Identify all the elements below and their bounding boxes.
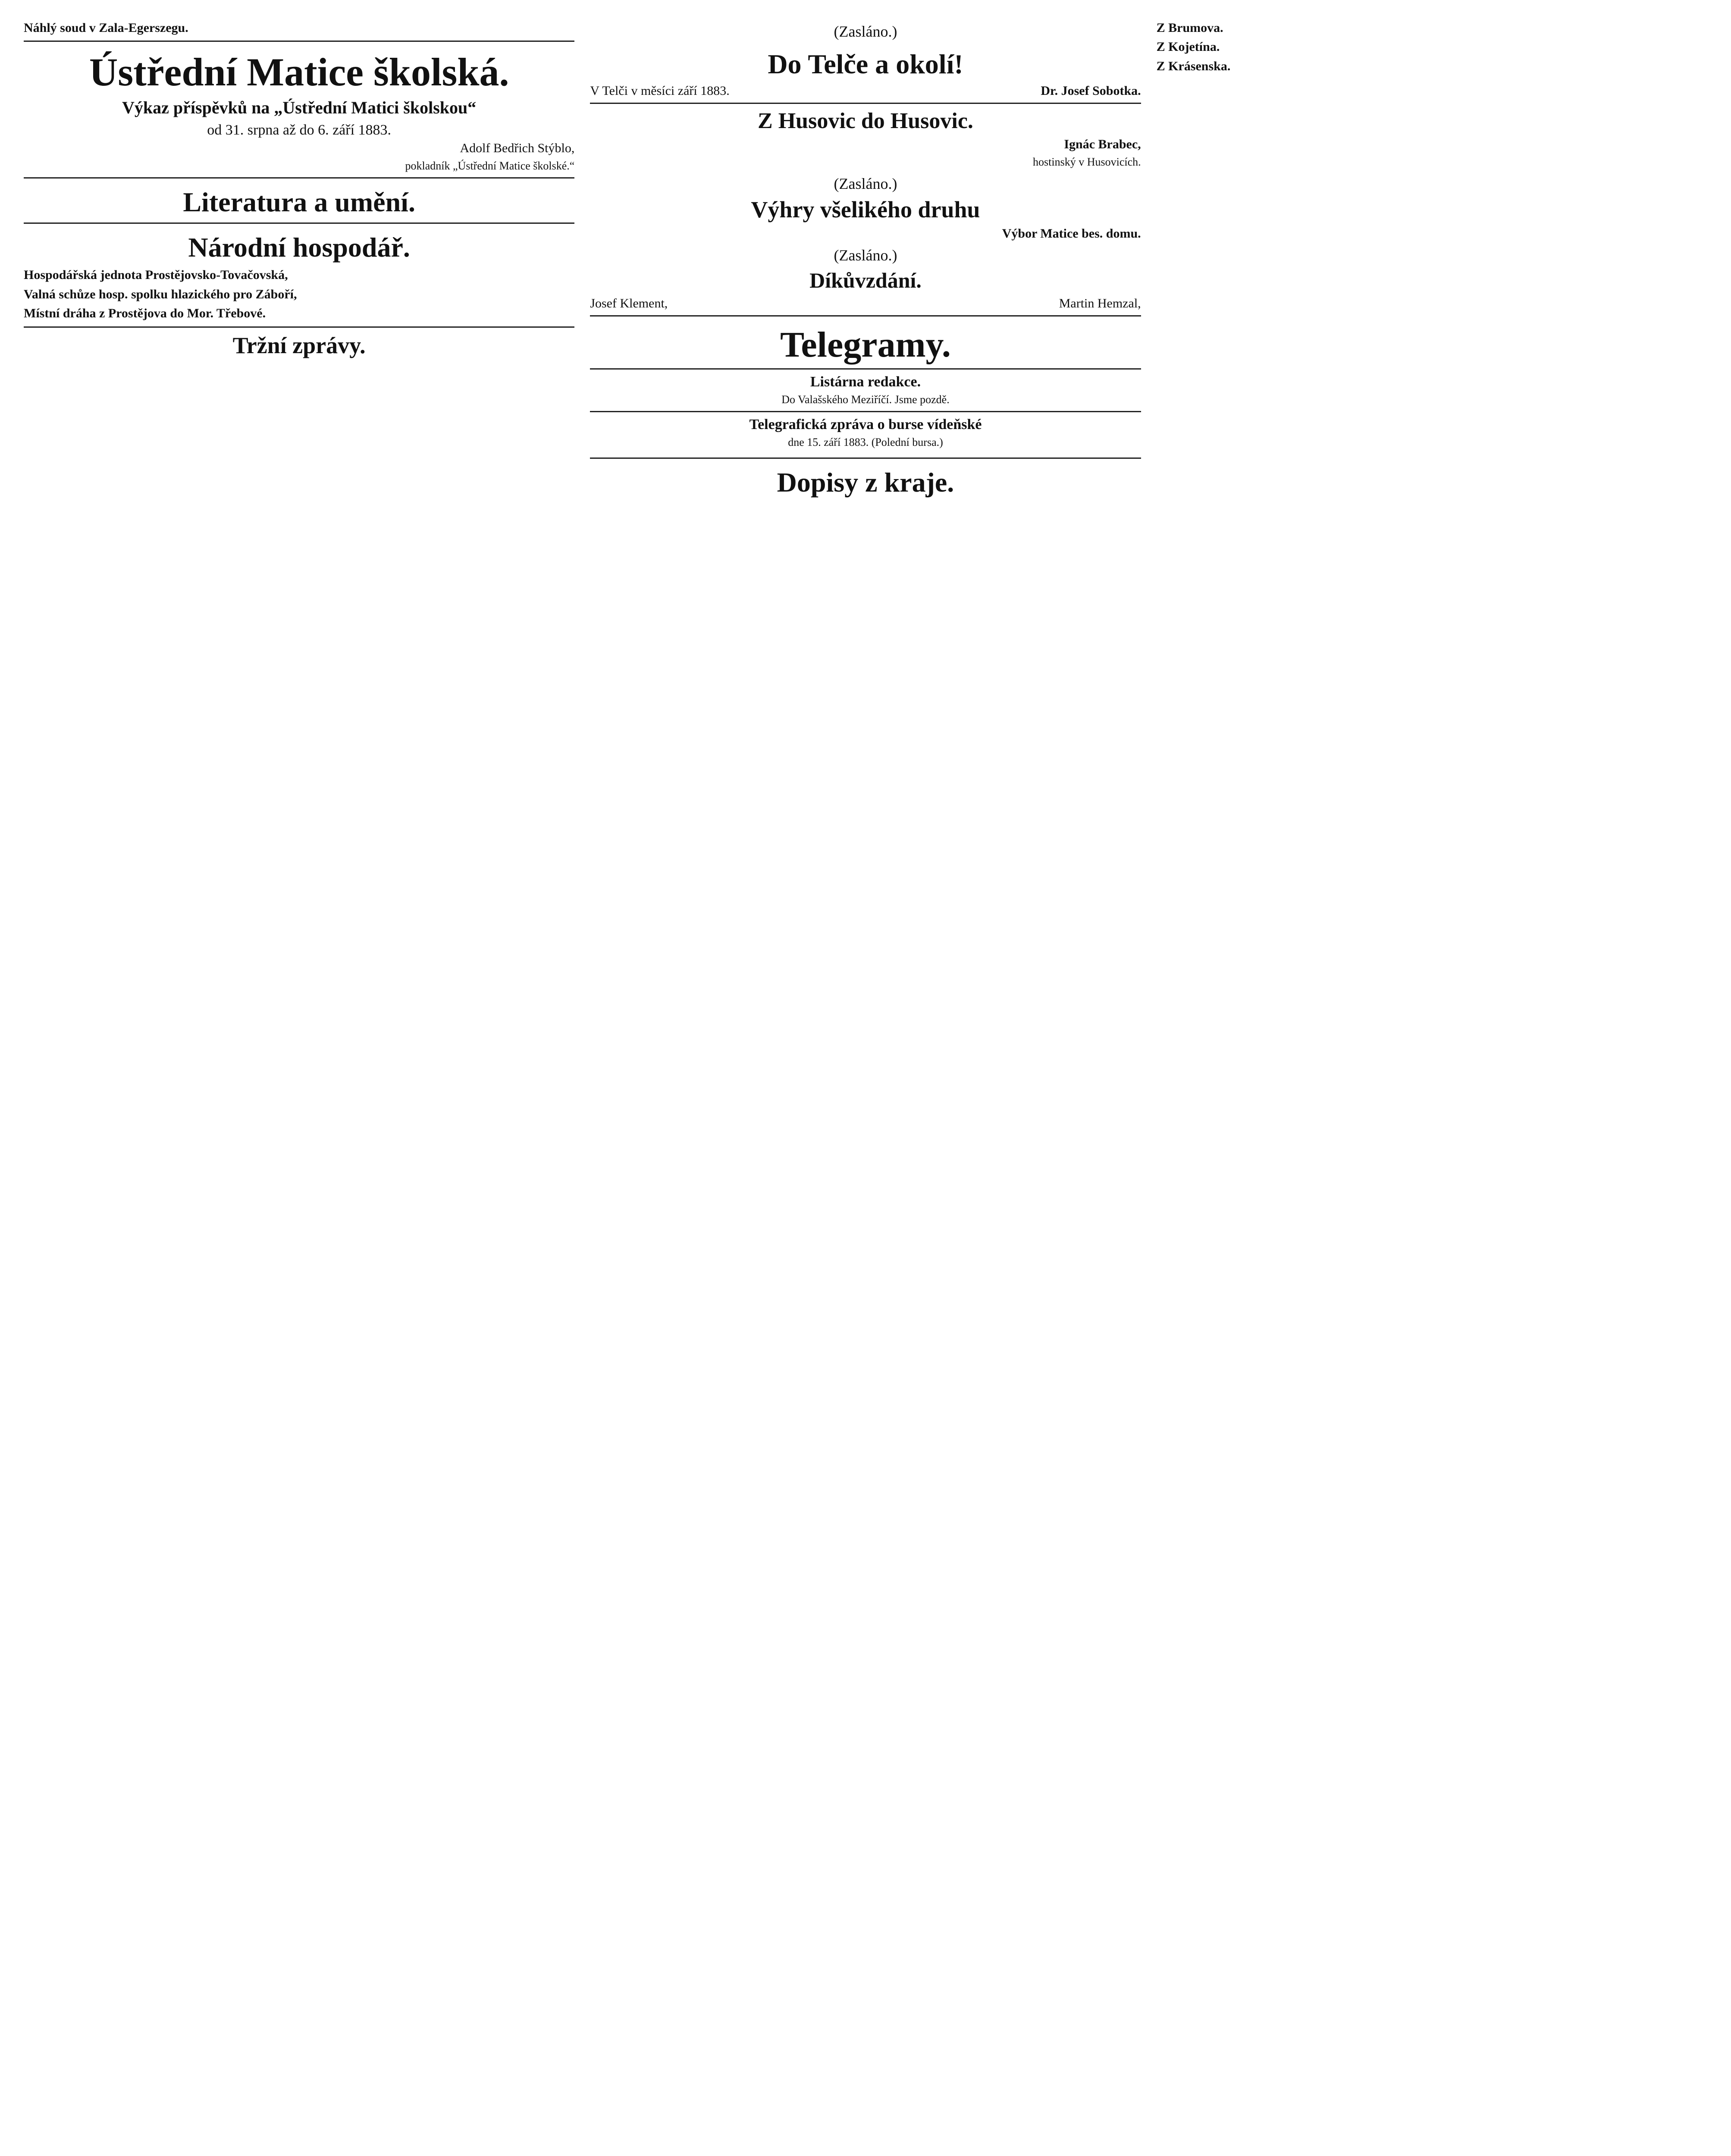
kurs-heading: Telegrafická zpráva o burse vídeňské <box>749 417 982 433</box>
listarna-heading: Listárna redakce. <box>810 373 921 390</box>
newspaper-page <box>24 17 1707 2156</box>
valna-title: Valná schůze hosp. spolku hlazického pro Záboří, <box>24 287 297 301</box>
vyhry-signature <box>590 226 1141 241</box>
matice-subheading: Výkaz příspěvků na „Ústřední Matici školskou“ <box>122 97 477 117</box>
matice-date: od 31. srpna až do 6. září 1883. <box>207 122 392 138</box>
krasensko-title: Z Krásenska. <box>1156 59 1231 73</box>
dopisy-heading: Dopisy z kraje. <box>777 467 954 498</box>
kurs-date: dne 15. září 1883. (Polední bursa.) <box>788 436 943 449</box>
dikuvzdani-signatures <box>590 296 1141 311</box>
separator <box>24 326 574 328</box>
telce-heading: Do Telče a okolí! <box>768 49 963 79</box>
separator <box>590 411 1141 412</box>
separator <box>24 41 574 42</box>
separator <box>24 222 574 224</box>
telce-sign: Dr. Josef Sobotka. <box>1041 84 1141 98</box>
separator <box>24 177 574 179</box>
husovic-signature <box>590 137 1141 152</box>
matice-signature <box>24 141 574 156</box>
mistni-title: Místní dráha z Prostějova do Mor. Třebové. <box>24 306 266 321</box>
husovic-heading: Z Husovic do Husovic. <box>758 109 973 133</box>
literatura-heading: Literatura a umění. <box>183 187 415 218</box>
dikuvzdani-heading: Díkůvzdání. <box>809 268 922 292</box>
separator <box>590 103 1141 104</box>
telce-date: V Telči v měsíci září 1883. <box>590 84 730 98</box>
trzni-heading: Tržní zprávy. <box>232 332 366 358</box>
telce-signature-row <box>590 84 1141 98</box>
zaslano-label: (Zasláno.) <box>834 175 897 192</box>
separator <box>590 368 1141 370</box>
narodni-hospodar-heading: Národní hospodář. <box>188 232 410 263</box>
husovic-sign-role: hostinský v Husovicích. <box>1033 156 1141 168</box>
matice-heading: Ústřední Matice školská. <box>89 50 509 94</box>
narodni-subheading: Hospodářská jednota Prostějovsko-Tovačovská, <box>24 268 288 282</box>
kojetin-title: Z Kojetína. <box>1156 40 1220 54</box>
dikuvzdani-sign-right: Martin Hemzal, <box>1059 296 1141 310</box>
intro-title: Náhlý soud v Zala-Egerszegu. <box>24 21 188 35</box>
husovic-sign: Ignác Brabec, <box>1064 137 1141 151</box>
dikuvzdani-sign-left: Josef Klement, <box>590 296 668 310</box>
separator <box>590 458 1141 459</box>
matice-sign-name: Adolf Bedřich Stýblo, <box>460 141 575 155</box>
telegramy-heading: Telegramy. <box>780 324 951 365</box>
listarna-sub: Do Valašského Meziříčí. Jsme pozdě. <box>781 393 950 406</box>
brumov-title: Z Brumova. <box>1156 21 1223 35</box>
column-2 <box>590 17 1141 2156</box>
vyhry-sign: Výbor Matice bes. domu. <box>1002 226 1141 241</box>
vyhry-heading: Výhry všelikého druhu <box>751 196 980 222</box>
zaslano-label: (Zasláno.) <box>834 246 897 264</box>
column-3 <box>1157 17 1707 2156</box>
zaslano-label: (Zasláno.) <box>834 23 897 40</box>
column-1 <box>24 17 574 2156</box>
separator <box>590 315 1141 317</box>
matice-sign-role: pokladník „Ústřední Matice školské.“ <box>405 159 575 172</box>
